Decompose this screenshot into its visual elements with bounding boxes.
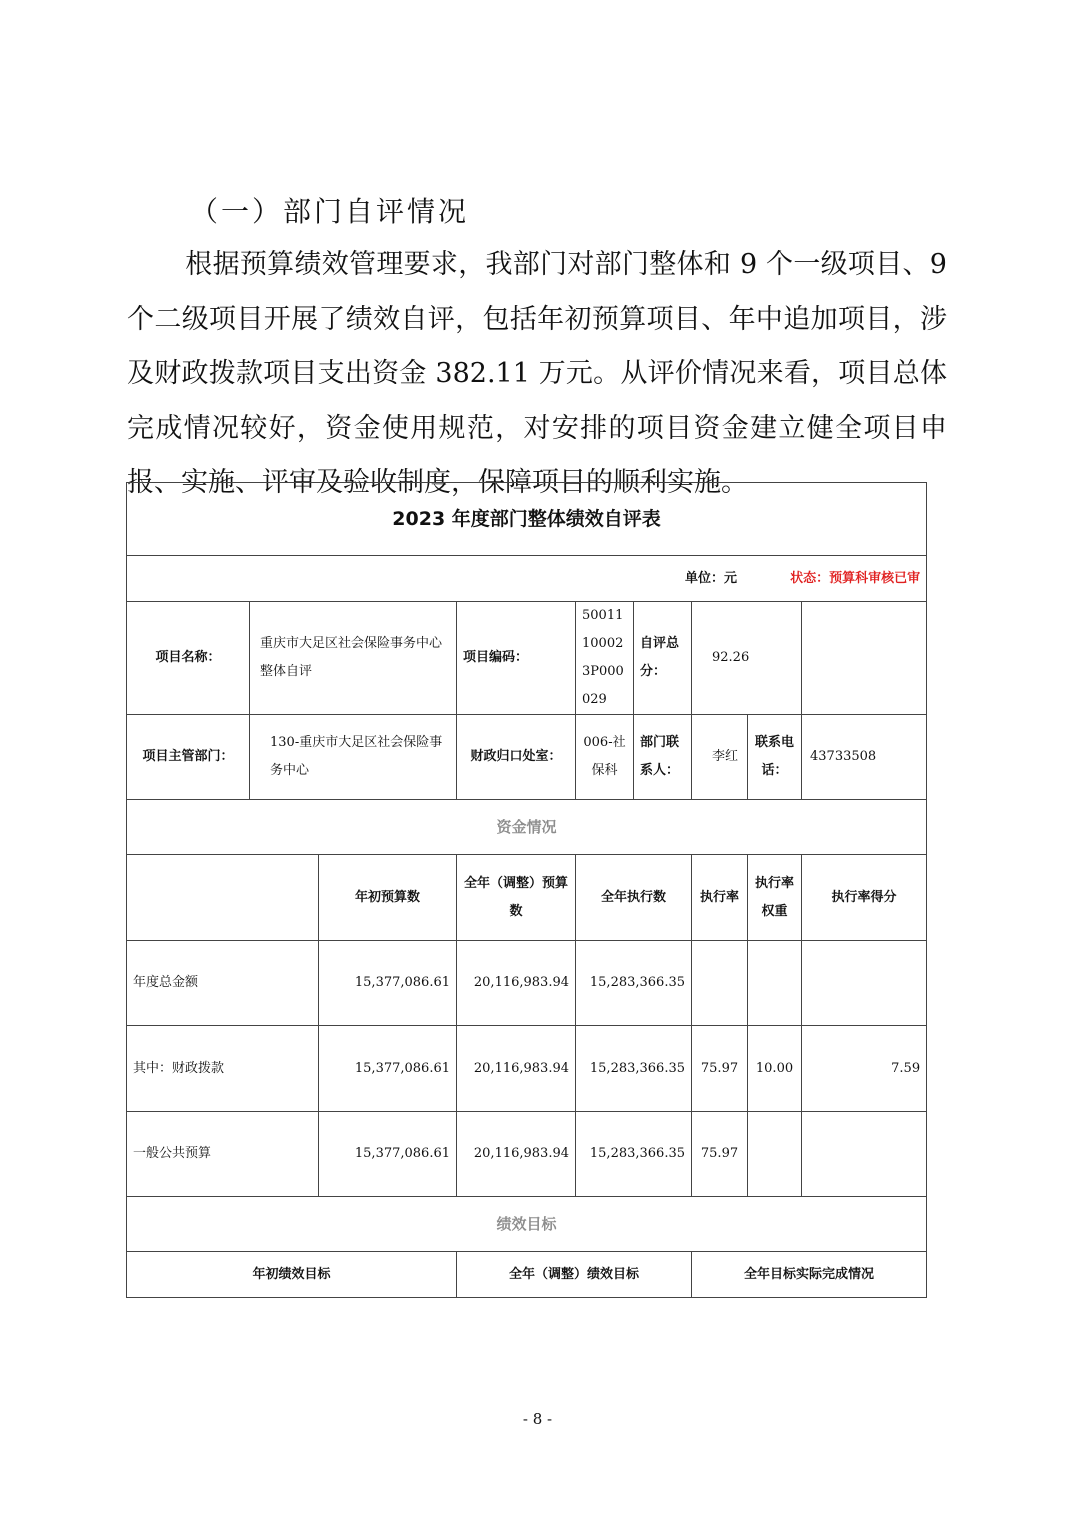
paragraph-text: 根据预算绩效管理要求，我部门对部门整体和 9 个一级项目、9 个二级项目开展了绩效自评，包括年初预算项目、年中追加项目，涉及财政拨款项目支出资金 382.11 万元。从评价情况来看，项目总体完成情况较好，资金使用规范，对安排的项目资金建立健全项目申报、实施、评审及验收制度，保障项目的顺利实施。 — [127, 249, 947, 498]
finance-office-label: 财政归口处室： — [457, 715, 576, 800]
funds-executed: 15,283,366.35 — [576, 1026, 692, 1112]
score-label: 自评总分： — [634, 602, 692, 715]
status-label: 状态：预算科审核已审 — [790, 570, 921, 586]
unit-status-row — [127, 556, 927, 602]
phone-label: 联系电话： — [748, 715, 802, 800]
funds-initial: 15,377,086.61 — [319, 941, 457, 1026]
evaluation-table — [126, 482, 927, 1298]
funds-col-header: 全年执行数 — [576, 855, 692, 941]
goals-col-header: 年初绩效目标 — [127, 1252, 457, 1298]
table-row — [127, 1112, 927, 1197]
section-heading: （一）部门自评情况 — [190, 195, 470, 228]
funds-col-header: 执行率得分 — [802, 855, 927, 941]
project-name-value: 重庆市大足区社会保险事务中心整体自评 — [250, 602, 457, 715]
dept-label: 项目主管部门： — [127, 715, 250, 800]
funds-score: 7.59 — [802, 1026, 927, 1112]
funds-weight — [748, 1112, 802, 1197]
funds-adjusted: 20,116,983.94 — [457, 1026, 576, 1112]
goals-header-row — [127, 1252, 927, 1298]
funds-row-label: 年度总金额 — [127, 941, 319, 1026]
funds-executed: 15,283,366.35 — [576, 941, 692, 1026]
goals-col-header: 全年目标实际完成情况 — [692, 1252, 927, 1298]
funds-adjusted: 20,116,983.94 — [457, 1112, 576, 1197]
funds-col-header: 执行率 — [692, 855, 748, 941]
project-code-label: 项目编码： — [457, 602, 576, 715]
goals-section-header: 绩效目标 — [127, 1197, 927, 1252]
body-paragraph — [127, 238, 947, 511]
funds-score — [802, 1112, 927, 1197]
funds-col-header: 执行率权重 — [748, 855, 802, 941]
funds-header-row — [127, 855, 927, 941]
contact-label: 部门联系人： — [634, 715, 692, 800]
funds-rate: 75.97 — [692, 1112, 748, 1197]
funds-executed: 15,283,366.35 — [576, 1112, 692, 1197]
funds-row-label: 一般公共预算 — [127, 1112, 319, 1197]
funds-adjusted: 20,116,983.94 — [457, 941, 576, 1026]
funds-col-header: 年初预算数 — [319, 855, 457, 941]
empty-cell — [802, 602, 927, 715]
funds-rate — [692, 941, 748, 1026]
table-row — [127, 941, 927, 1026]
dept-value: 130-重庆市大足区社会保险事务中心 — [250, 715, 457, 800]
funds-weight — [748, 941, 802, 1026]
funds-initial: 15,377,086.61 — [319, 1112, 457, 1197]
project-name-label: 项目名称： — [127, 602, 250, 715]
funds-weight: 10.00 — [748, 1026, 802, 1112]
score-value: 92.26 — [692, 602, 802, 715]
phone-value: 43733508 — [802, 715, 927, 800]
page-number: - 8 - — [522, 1410, 553, 1428]
funds-section-header: 资金情况 — [127, 800, 927, 855]
funds-initial: 15,377,086.61 — [319, 1026, 457, 1112]
table-row — [127, 1026, 927, 1112]
unit-label: 单位：元 — [685, 570, 738, 586]
funds-row-label: 其中：财政拨款 — [127, 1026, 319, 1112]
table-title: 2023 年度部门整体绩效自评表 — [127, 483, 927, 556]
funds-score — [802, 941, 927, 1026]
project-code-value: 50011100023P000029 — [576, 602, 634, 715]
finance-office-value: 006-社保科 — [576, 715, 634, 800]
funds-rate: 75.97 — [692, 1026, 748, 1112]
goals-col-header: 全年（调整）绩效目标 — [457, 1252, 692, 1298]
contact-value: 李红 — [692, 715, 748, 800]
funds-col-header — [127, 855, 319, 941]
funds-col-header: 全年（调整）预算数 — [457, 855, 576, 941]
